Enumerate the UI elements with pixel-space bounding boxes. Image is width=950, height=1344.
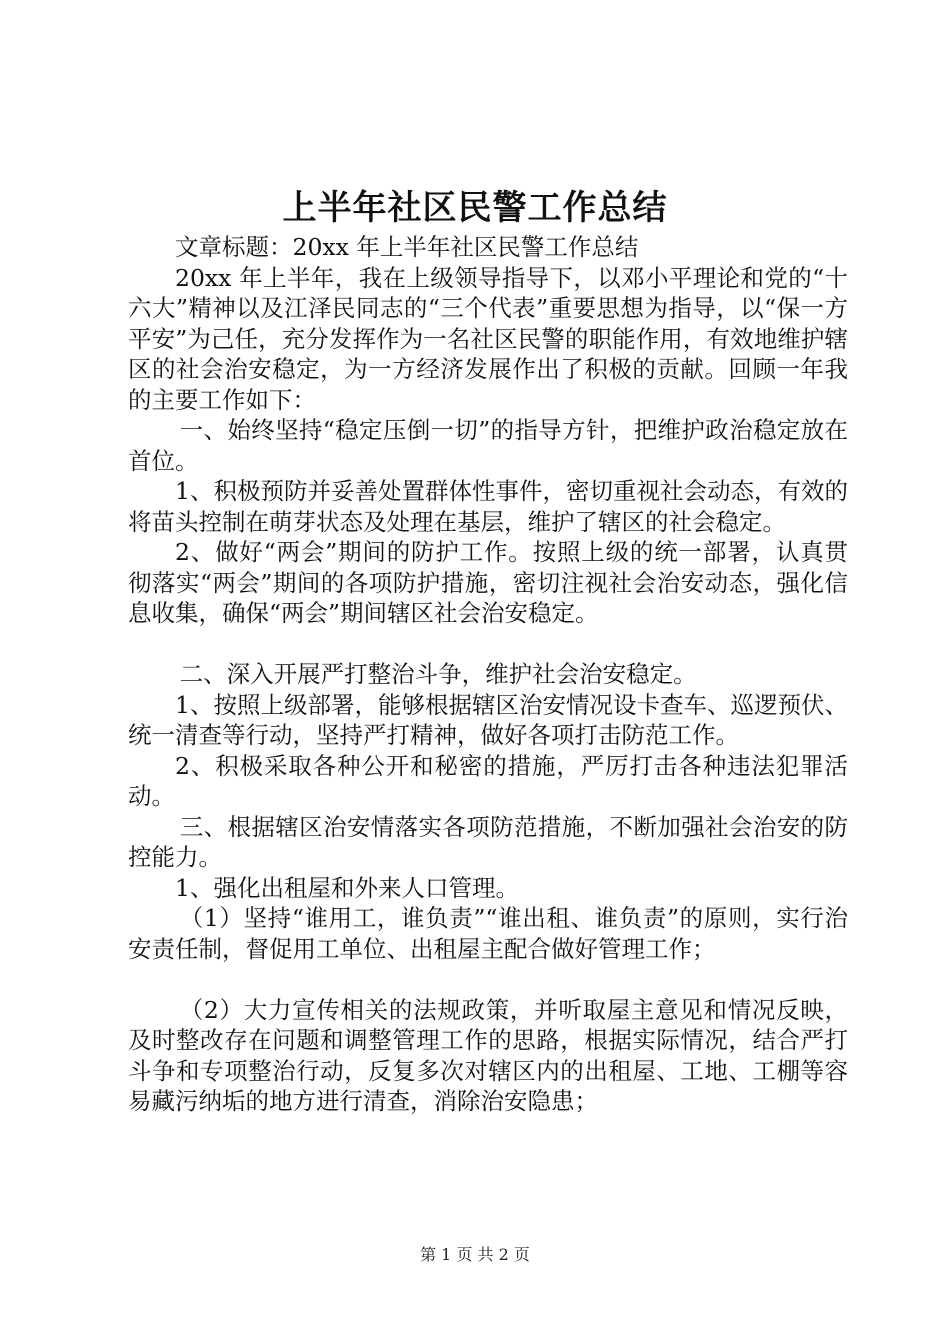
paragraph-spacer — [128, 964, 848, 995]
section-1-item-2: 2、做好“两会”期间的防护工作。按照上级的统一部署，认真贯彻落实“两会”期间的各项防护措施，密切注视社会治安动态，强化信息收集，确保“两会”期间辖区社会治安稳定。 — [128, 538, 848, 627]
section-2-item-2: 2、积极采取各种公开和秘密的措施，严厉打击各种违法犯罪活动。 — [128, 751, 848, 810]
page-footer: 第 1 页 共 2 页 — [420, 1245, 530, 1264]
section-heading-3: 三、根据辖区治安情落实各项防范措施，不断加强社会治安的防控能力。 — [128, 812, 848, 871]
section-heading-1: 一、始终坚持“稳定压倒一切”的指导方针，把维护政治稳定放在首位。 — [128, 416, 848, 475]
paragraph-spacer — [128, 629, 848, 660]
intro-paragraph: 20xx 年上半年，我在上级领导指导下，以邓小平理论和党的“十六大”精神以及江泽民同志的“三个代表”重要思想为指导，以“保一方平安”为己任，充分发挥作为一名社区民警的职能作用，有效地维护辖区的社会治安稳定，为一方经济发展作出了积极的贡献。回顾一年我的主要工作如下： — [128, 263, 848, 414]
section-3-item-1: 1、强化出租屋和外来人口管理。 — [175, 873, 519, 902]
section-2-item-1: 1、按照上级部署，能够根据辖区治安情况设卡查车、巡逻预伏、统一清查等行动，坚持严打精神，做好各项打击防范工作。 — [128, 690, 848, 749]
document-body — [128, 232, 848, 1117]
section-3-subitem-1: （1）坚持“谁用工，谁负责”“谁出租、谁负责”的原则，实行治安责任制，督促用工单位、出租屋主配合做好管理工作； — [128, 904, 848, 963]
section-3-subitem-2: （2）大力宣传相关的法规政策，并听取屋主意见和情况反映，及时整改存在问题和调整管理工作的思路，根据实际情况，结合严打斗争和专项整治行动，反复多次对辖区内的出租屋、工地、工棚等容易藏污纳垢的地方进行清查，消除治安隐患； — [128, 995, 848, 1115]
section-1-item-1: 1、积极预防并妥善处置群体性事件，密切重视社会动态，有效的将苗头控制在萌芽状态及处理在基层，维护了辖区的社会稳定。 — [128, 477, 848, 536]
document-title: 上半年社区民警工作总结 — [282, 188, 668, 228]
article-title-line: 文章标题：20xx 年上半年社区民警工作总结 — [175, 233, 639, 261]
section-heading-2: 二、深入开展严打整治斗争，维护社会治安稳定。 — [179, 660, 697, 688]
